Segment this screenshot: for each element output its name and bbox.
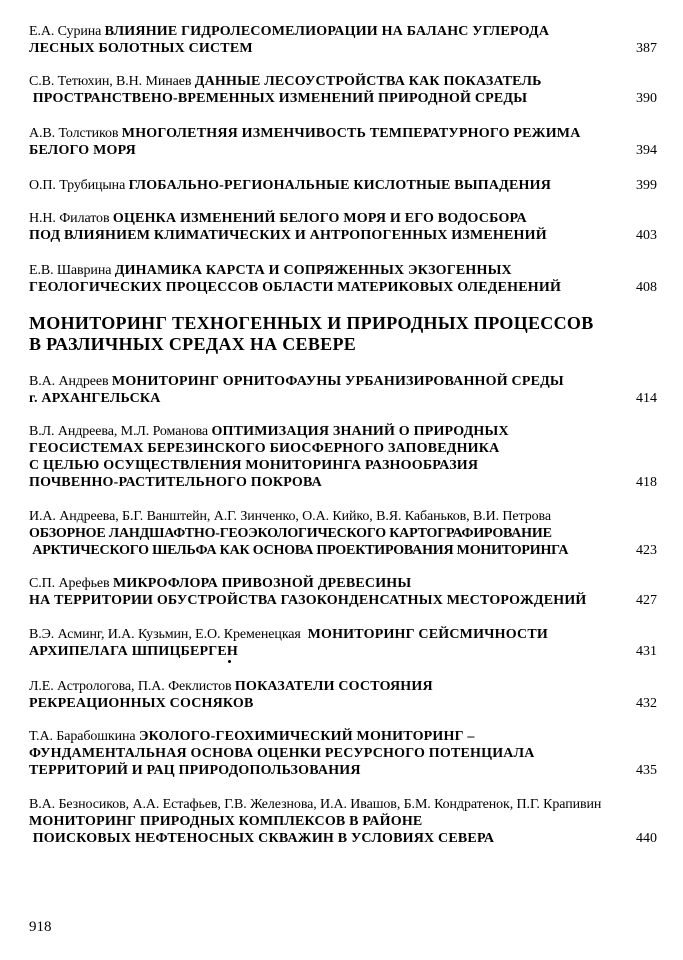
toc-entry-beznosikov bbox=[29, 796, 657, 847]
toc-entry-line bbox=[29, 390, 657, 407]
footer-page-number: 918 bbox=[29, 919, 52, 935]
toc-entry-astrologova bbox=[29, 678, 657, 712]
toc-entry-line bbox=[29, 423, 657, 440]
entry-page-number: 431 bbox=[636, 644, 657, 659]
entry-page-number: 399 bbox=[636, 178, 657, 193]
toc-entry-line bbox=[29, 457, 657, 474]
entry-page-number: 387 bbox=[636, 41, 657, 56]
toc-entry-shavrina bbox=[29, 262, 657, 296]
entry-page-number: 427 bbox=[636, 593, 657, 608]
toc-entry-arefiev bbox=[29, 575, 657, 609]
entry-title: ОЦЕНКА ИЗМЕНЕНИЙ БЕЛОГО МОРЯ И ЕГО ВОДОСБОРА bbox=[112, 211, 527, 226]
entry-authors: Е.А. Сурина bbox=[29, 24, 105, 39]
entry-authors: В.А. Безносиков, А.А. Естафьев, Г.В. Железнова, И.А. Ивашов, Б.М. Кондратенок, П.Г. Крапивин bbox=[29, 797, 602, 812]
toc-entry-line bbox=[29, 728, 657, 745]
entry-title: РЕКРЕАЦИОННЫХ СОСНЯКОВ bbox=[29, 696, 254, 711]
entry-page-number: 423 bbox=[636, 543, 657, 558]
toc-entry-line bbox=[29, 542, 657, 559]
toc-entry-asming bbox=[29, 626, 657, 660]
entry-title: ГЕОСИСТЕМАХ БЕРЕЗИНСКОГО БИОСФЕРНОГО ЗАПОВЕДНИКА bbox=[29, 441, 500, 456]
entry-authors: С.В. Тетюхин, В.Н. Минаев bbox=[29, 74, 195, 89]
toc-entry-line bbox=[29, 796, 657, 813]
entry-authors: А.В. Толстиков bbox=[29, 126, 122, 141]
toc-entry-line bbox=[29, 373, 657, 390]
toc-entry-line bbox=[29, 643, 657, 660]
toc-entry-line bbox=[29, 592, 657, 609]
entry-title: МОНИТОРИНГ СЕЙСМИЧНОСТИ bbox=[307, 627, 548, 642]
entry-title: ГЕОЛОГИЧЕСКИХ ПРОЦЕССОВ ОБЛАСТИ МАТЕРИКОВЫХ ОЛЕДЕНЕНИЙ bbox=[29, 280, 562, 295]
toc-entry-line bbox=[29, 177, 657, 194]
entry-title: ГЛОБАЛЬНО-РЕГИОНАЛЬНЫЕ КИСЛОТНЫЕ ВЫПАДЕНИЯ bbox=[128, 178, 552, 193]
entry-title: МОНИТОРИНГ ОРНИТОФАУНЫ УРБАНИЗИРОВАННОЙ СРЕДЫ bbox=[111, 374, 564, 389]
toc-entry-surina bbox=[29, 23, 657, 57]
toc-entry-line bbox=[29, 227, 657, 244]
toc-entry-line bbox=[29, 40, 657, 57]
toc-entry-line bbox=[29, 474, 657, 491]
entry-title: ОБЗОРНОЕ ЛАНДШАФТНО-ГЕОЭКОЛОГИЧЕСКОГО КАРТОГРАФИРОВАНИЕ bbox=[29, 526, 552, 541]
entry-title: ДИНАМИКА КАРСТА И СОПРЯЖЕННЫХ ЭКЗОГЕННЫХ bbox=[114, 263, 512, 278]
toc-entry-line bbox=[29, 279, 657, 296]
entry-title: ФУНДАМЕНТАЛЬНАЯ ОСНОВА ОЦЕНКИ РЕСУРСНОГО ПОТЕНЦИАЛА bbox=[29, 746, 535, 761]
toc-entry-trubitsyna bbox=[29, 177, 657, 194]
entry-page-number: 418 bbox=[636, 475, 657, 490]
entry-title: ОПТИМИЗАЦИЯ ЗНАНИЙ О ПРИРОДНЫХ bbox=[211, 424, 509, 439]
entry-title: АРХИПЕЛАГА ШПИЦБЕРГЕН bbox=[29, 644, 239, 659]
toc-entry-andreeva-vanshtein bbox=[29, 508, 657, 559]
entry-authors: В.Л. Андреева, М.Л. Романова bbox=[29, 424, 212, 439]
toc-entry-line bbox=[29, 142, 657, 159]
entry-title: ПОИСКОВЫХ НЕФТЕНОСНЫХ СКВАЖИН В УСЛОВИЯХ СЕВЕРА bbox=[29, 831, 495, 846]
entry-title: ЭКОЛОГО-ГЕОХИМИЧЕСКИЙ МОНИТОРИНГ – bbox=[138, 729, 475, 744]
toc-entry-line bbox=[29, 575, 657, 592]
toc-entry-line bbox=[29, 695, 657, 712]
section-heading-line: МОНИТОРИНГ ТЕХНОГЕННЫХ И ПРИРОДНЫХ ПРОЦЕССОВ bbox=[29, 313, 594, 333]
entry-authors: В.А. Андреев bbox=[29, 374, 112, 389]
entry-authors: Т.А. Барабошкина bbox=[29, 729, 139, 744]
entry-title: г. АРХАНГЕЛЬСКА bbox=[29, 391, 161, 406]
toc-entry-line bbox=[29, 90, 657, 107]
entry-title: С ЦЕЛЬЮ ОСУЩЕСТВЛЕНИЯ МОНИТОРИНГА РАЗНООБРАЗИЯ bbox=[29, 458, 479, 473]
entry-title: ЛЕСНЫХ БОЛОТНЫХ СИСТЕМ bbox=[29, 41, 253, 56]
entry-title: ПОД ВЛИЯНИЕМ КЛИМАТИЧЕСКИХ И АНТРОПОГЕННЫХ ИЗМЕНЕНИЙ bbox=[29, 228, 547, 243]
toc-entry-line bbox=[29, 745, 657, 762]
toc-entry-filatov bbox=[29, 210, 657, 244]
entry-title: МНОГОЛЕТНЯЯ ИЗМЕНЧИВОСТЬ ТЕМПЕРАТУРНОГО РЕЖИМА bbox=[121, 126, 581, 141]
entry-page-number: 432 bbox=[636, 696, 657, 711]
entry-page-number: 390 bbox=[636, 91, 657, 106]
toc-entry-baraboshkina bbox=[29, 728, 657, 779]
entry-authors: О.П. Трубицына bbox=[29, 178, 129, 193]
toc-entry-line bbox=[29, 626, 657, 643]
entry-authors: Н.Н. Филатов bbox=[29, 211, 113, 226]
entry-page-number: 403 bbox=[636, 228, 657, 243]
section-heading-line: В РАЗЛИЧНЫХ СРЕДАХ НА СЕВЕРЕ bbox=[29, 334, 357, 354]
entry-title: МОНИТОРИНГ ПРИРОДНЫХ КОМПЛЕКСОВ В РАЙОНЕ bbox=[29, 814, 423, 829]
toc-entry-line bbox=[29, 23, 657, 40]
entry-page-number: 435 bbox=[636, 763, 657, 778]
toc-entry-line bbox=[29, 678, 657, 695]
toc-entry-andreeva-romanova bbox=[29, 423, 657, 491]
stray-dot-mark bbox=[228, 660, 231, 663]
toc-entry-line bbox=[29, 210, 657, 227]
entry-authors: Е.В. Шаврина bbox=[29, 263, 115, 278]
toc-entry-tolstikov bbox=[29, 125, 657, 159]
entry-authors: С.П. Арефьев bbox=[29, 576, 113, 591]
entry-title: МИКРОФЛОРА ПРИВОЗНОЙ ДРЕВЕСИНЫ bbox=[112, 576, 412, 591]
entry-title: ПОКАЗАТЕЛИ СОСТОЯНИЯ bbox=[234, 679, 433, 694]
entry-page-number: 408 bbox=[636, 280, 657, 295]
toc-entry-line bbox=[29, 830, 657, 847]
toc-entry-line bbox=[29, 262, 657, 279]
entry-page-number: 440 bbox=[636, 831, 657, 846]
toc-entry-line bbox=[29, 73, 657, 90]
entry-page-number: 414 bbox=[636, 391, 657, 406]
toc-entry-line bbox=[29, 440, 657, 457]
entry-title: ТЕРРИТОРИЙ И РАЦ ПРИРОДОПОЛЬЗОВАНИЯ bbox=[29, 763, 361, 778]
toc-entry-line bbox=[29, 125, 657, 142]
entry-title: АРКТИЧЕСКОГО ШЕЛЬФА КАК ОСНОВА ПРОЕКТИРОВАНИЯ МОНИТОРИНГА bbox=[29, 543, 569, 558]
entry-page-number: 394 bbox=[636, 143, 657, 158]
toc-entry-line bbox=[29, 762, 657, 779]
entry-authors: И.А. Андреева, Б.Г. Ванштейн, А.Г. Зинченко, О.А. Кийко, В.Я. Кабаньков, В.И. Петрова bbox=[29, 509, 551, 524]
entry-title: ПРОСТРАНСТВЕНО-ВРЕМЕННЫХ ИЗМЕНЕНИЙ ПРИРОДНОЙ СРЕДЫ bbox=[29, 91, 528, 106]
entry-title: НА ТЕРРИТОРИИ ОБУСТРОЙСТВА ГАЗОКОНДЕНСАТНЫХ МЕСТОРОЖДЕНИЙ bbox=[29, 593, 587, 608]
toc-entry-line bbox=[29, 508, 657, 525]
entry-title: ВЛИЯНИЕ ГИДРОЛЕСОМЕЛИОРАЦИИ НА БАЛАНС УГЛЕРОДА bbox=[104, 24, 550, 39]
toc-entry-line bbox=[29, 813, 657, 830]
entry-title: ПОЧВЕННО-РАСТИТЕЛЬНОГО ПОКРОВА bbox=[29, 475, 322, 490]
entry-title: ДАННЫЕ ЛЕСОУСТРОЙСТВА КАК ПОКАЗАТЕЛЬ bbox=[194, 74, 542, 89]
entry-authors: Л.Е. Астрологова, П.А. Феклистов bbox=[29, 679, 235, 694]
entry-authors: В.Э. Асминг, И.А. Кузьмин, Е.О. Кременецкая bbox=[29, 627, 308, 642]
section-heading bbox=[29, 313, 657, 355]
toc-entry-line bbox=[29, 525, 657, 542]
toc-entry-tetyukhin bbox=[29, 73, 657, 107]
toc-entry-andreev bbox=[29, 373, 657, 407]
entry-title: БЕЛОГО МОРЯ bbox=[29, 143, 136, 158]
